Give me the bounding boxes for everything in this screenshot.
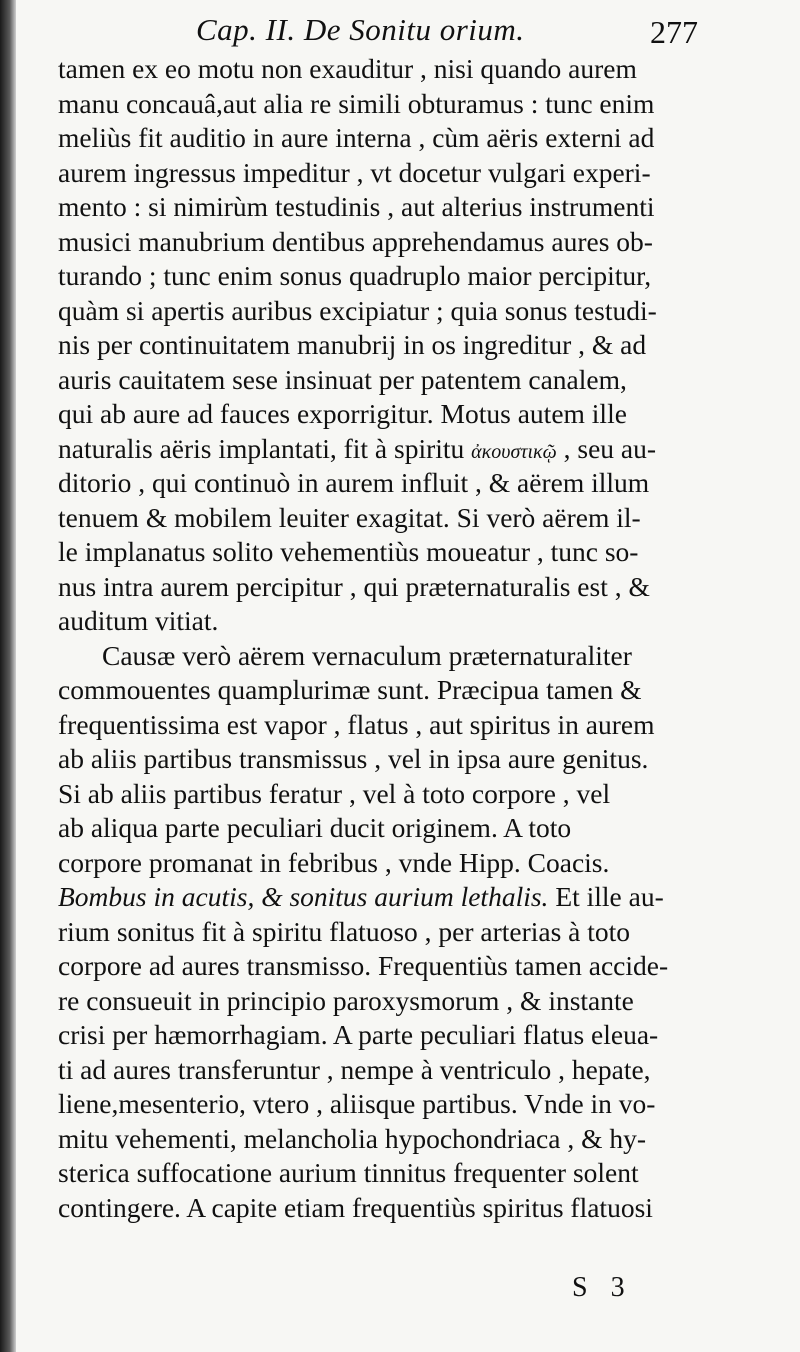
quotation-italic: Bombus in acutis, & sonitus aurium lethalis. [58, 881, 549, 912]
text-line: ditorio , qui continuò in aurem influit , & aërem illum [58, 467, 650, 498]
body-text [58, 52, 770, 1225]
text-line: le implanatus solito vehementiùs moueatur , tunc so- [58, 536, 639, 567]
text-line: nus intra aurem percipitur , qui præternaturalis est , & [58, 570, 650, 602]
page-footer [0, 1272, 800, 1312]
running-head: Cap. II. De Sonitu orium. [196, 12, 525, 47]
text-line: mitu vehementi, melancholia hypochondriaca , & hy- [58, 1122, 647, 1154]
text-line: re consueuit in principio paroxysmorum , & instante [58, 984, 634, 1016]
text-line: tenuem & mobilem leuiter exagitat. Si verò aërem il- [58, 501, 641, 533]
text-line: mento : si nimirùm testudinis , aut alterius instrumenti [58, 191, 655, 222]
text-line: nis per continuitatem manubrij in os ingreditur , & ad [58, 329, 647, 360]
text-line: sterica suffocatione aurium tinnitus frequenter solent [58, 1157, 639, 1188]
text-line: corpore promanat in febribus , vnde Hipp. Coacis. [58, 846, 610, 878]
text-line [58, 880, 770, 915]
text-line: ti ad aures transferuntur , nempe à ventriculo , hepate, [58, 1053, 651, 1085]
text-line: musici manubrium dentibus apprehendamus aures ob- [58, 225, 653, 257]
text-line: contingere. A capite etiam frequentiùs spiritus flatuosi [58, 1191, 653, 1223]
text-line: liene,mesenterio, vtero , aliisque partibus. Vnde in vo- [58, 1088, 656, 1119]
paragraph-start-line: Causæ verò aërem vernaculum præternaturaliter [102, 639, 632, 671]
text-line: quàm si apertis auribus excipiatur ; quia sonus testudi- [58, 294, 657, 326]
text-line: frequentissima est vapor , flatus , aut spiritus in aurem [58, 708, 655, 740]
page-header [0, 12, 800, 56]
text-line: ab aliqua parte peculiari ducit originem. A toto [58, 812, 572, 843]
greek-word: ἀκουστικῷ [471, 440, 557, 463]
text-line: corpore ad aures transmisso. Frequentiùs tamen accide- [58, 950, 669, 981]
text-segment: Et ille au- [548, 881, 664, 912]
text-line: manu concauâ,aut alia re simili obturamus : tunc enim [58, 87, 655, 119]
text-line: crisi per hæmorrhagiam. A parte peculiari flatus eleua- [58, 1019, 659, 1050]
text-line: auris cauitatem sese insinuat per patentem canalem, [58, 363, 627, 395]
text-line: auditum vitiat. [58, 605, 219, 636]
text-segment: naturalis aëris implantati, fit à spiritu [58, 432, 472, 464]
text-line: aurem ingressus impeditur , vt docetur vulgari experi- [58, 156, 651, 188]
page-gutter-shadow [0, 0, 16, 1352]
text-line: tamen ex eo motu non exauditur , nisi quando aurem [58, 53, 637, 84]
text-segment: , seu au- [556, 432, 657, 464]
page-number: 277 [650, 14, 698, 50]
signature-mark: S 3 [572, 1272, 633, 1303]
text-line: Si ab aliis partibus feratur , vel à toto corpore , vel [58, 777, 611, 809]
text-line: rium sonitus fit à spiritu flatuoso , per arterias à toto [58, 915, 631, 947]
text-line: meliùs fit auditio in aure interna , cùm aëris externi ad [58, 122, 655, 153]
text-line: ab aliis partibus transmissus , vel in ipsa aure genitus. [58, 743, 649, 774]
text-line: qui ab aure ad fauces exporrigitur. Motus autem ille [58, 398, 627, 429]
text-line: turando ; tunc enim sonus quadruplo maior percipitur, [58, 260, 652, 291]
text-line: commouentes quamplurimæ sunt. Præcipua tamen & [58, 674, 642, 705]
text-line [58, 432, 770, 467]
